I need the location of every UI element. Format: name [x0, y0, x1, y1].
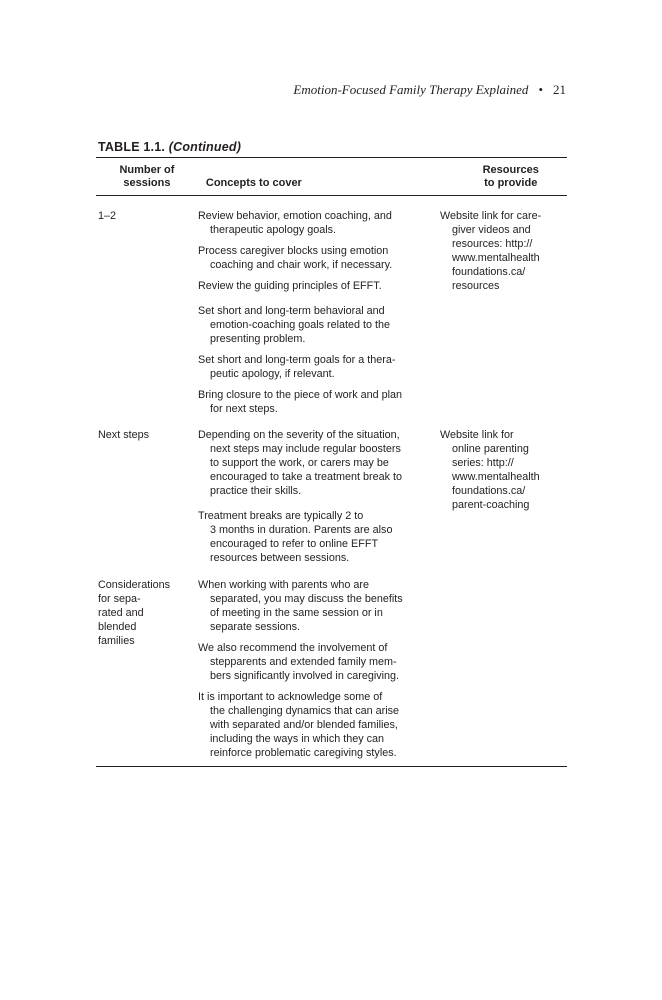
concept-item: Bring closure to the piece of work and plan for next steps.: [198, 389, 403, 415]
header-sessions-line1: Number of: [119, 164, 175, 176]
header-resources-line1: Resources: [482, 164, 539, 176]
table-continued: (Continued): [168, 140, 242, 154]
concept-item: Set short and long-term behavioral and emotion-coaching goals related to the presenting problem.: [198, 305, 391, 345]
running-head: [293, 82, 566, 98]
row-sessions-cell: 1–2: [98, 210, 117, 222]
row-resources-cell: Website link for online parenting series: http:// www.mentalhealth foundations.ca/ parent-coaching: [440, 429, 540, 511]
concept-item: Review behavior, emotion coaching, and therapeutic apology goals.: [198, 210, 392, 236]
concept-item: We also recommend the involvement of stepparents and extended family mem- bers significantly involved in caregiving.: [198, 642, 400, 682]
concept-item: Treatment breaks are typically 2 to 3 months in duration. Parents are also encouraged to refer to online EFFT resources between sessions.: [198, 510, 393, 564]
header-resources-line2: to provide: [484, 177, 538, 189]
concept-item: Process caregiver blocks using emotion coaching and chair work, if necessary.: [198, 245, 393, 271]
row-resources-cell: Website link for care- giver videos and resources: http:// www.mentalhealth foundations.ca/ resources: [440, 210, 542, 292]
table-label: TABLE 1.1.: [98, 140, 166, 154]
row-sessions-cell: Considerations for sepa- rated and blended families: [98, 579, 171, 647]
table-bottom-rule: [96, 766, 567, 767]
header-resources: [454, 164, 567, 190]
concept-item: Set short and long-term goals for a thera- peutic apology, if relevant.: [198, 354, 396, 380]
concept-item: It is important to acknowledge some of the challenging dynamics that can arise with separated and/or blended families, including the ways in which they can reinforce problematic caregiving styles.: [198, 691, 400, 759]
table-header: [96, 158, 567, 190]
separator-bullet: •: [538, 82, 543, 97]
concept-item: Review the guiding principles of EFFT.: [198, 280, 382, 292]
table-row: [96, 196, 567, 416]
book-title: Emotion-Focused Family Therapy Explained: [293, 82, 529, 97]
page-number: 21: [553, 82, 566, 97]
row-concepts-cell: [198, 428, 452, 565]
header-sessions: [96, 164, 196, 190]
concept-item: Depending on the severity of the situation, next steps may include regular boosters to support the work, or carers may be encouraged to take a treatment break to practice their skills.: [198, 429, 403, 497]
table-row: [96, 565, 567, 766]
table-caption: [98, 140, 241, 154]
row-concepts-cell: [198, 209, 452, 416]
row-concepts-cell: [198, 578, 452, 760]
concept-item: When working with parents who are separated, you may discuss the benefits of meeting in the same session or in separate sessions.: [198, 579, 403, 633]
sessions-table: [96, 157, 567, 767]
header-concepts: Concepts to cover: [205, 177, 302, 189]
row-sessions-cell: Next steps: [98, 429, 150, 441]
header-sessions-line2: sessions: [123, 177, 171, 189]
table-row: [96, 416, 567, 565]
